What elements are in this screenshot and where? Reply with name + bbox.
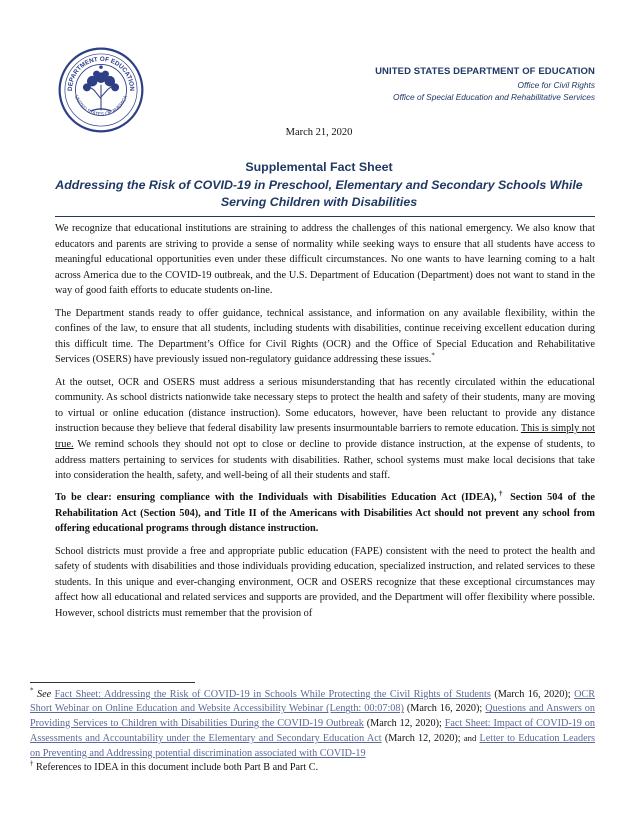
- link-fact-sheet-assessments[interactable]: Fact Sheet: Impact of COVID-19 on Assessments and Accountability under the Elementary and Secondary Education Act: [30, 717, 595, 745]
- footnote-2: [30, 761, 595, 775]
- paragraph-5: School districts must provide a free and appropriate public education (FAPE) consistent with the need to protect the health and safety of students with disabilities and those individuals providing education, specialized instruction, and related services to these students. In this unique and ever-changing environment, OCR and OSERS recognize that these exceptional circumstances may affect how all educational and related services and supports are provided, and the Department will offer flexibility where possible. However, school districts must remember that the provision of: [55, 545, 595, 620]
- footnotes: [30, 688, 595, 775]
- footnote-divider: [30, 682, 195, 683]
- footnote-2-mark: †: [30, 759, 34, 768]
- paragraph-4-text-b: Section 504 of the Rehabilitation Act (Section 504), and Title II of the Americans with Disabilities Act should not prevent any school from offering educational programs through distance instruction.: [55, 492, 596, 535]
- footnote-1-date-2: (March 16, 2020);: [406, 703, 483, 715]
- footnote-1-date-3: (March 12, 2020);: [366, 717, 442, 729]
- paragraph-3-text-a: At the outset, OCR and OSERS must address a serious misunderstanding that has recently circulated within the educational community. As school districts nationwide take necessary steps to protect the health and safety of their students, many are moving to virtual or online education (distance instruction). Some educators, however, have been reluctant to provide any distance instruction because they believe that federal disability law presents insurmountable barriers to remote education.: [55, 376, 595, 435]
- paragraph-4-text-a: To be clear: ensuring compliance with the Individuals with Disabilities Education Act (IDEA),: [55, 492, 497, 504]
- footnote-1: [30, 688, 595, 761]
- link-questions-answers[interactable]: Questions and Answers on Providing Services to Children with Disabilities During the COVID-19 Outbreak: [30, 703, 595, 729]
- paragraph-2: [55, 306, 595, 368]
- footnote-ref-dagger: †: [496, 489, 506, 498]
- footnote-1-see: See: [36, 689, 52, 700]
- footnote-2-text: References to IDEA in this document include both Part B and Part C.: [36, 762, 319, 774]
- department-seal-logo: [57, 46, 145, 134]
- link-letter-education-leaders[interactable]: Letter to Education Leaders on Preventing and Addressing potential discrimination associated with COVID-19: [30, 733, 595, 759]
- document-body: [55, 221, 595, 628]
- link-fact-sheet-civil-rights[interactable]: Fact Sheet: Addressing the Risk of COVID-19 in Schools While Protecting the Civil Rights of Students: [54, 689, 491, 700]
- title-line-2: Addressing the Risk of COVID-19 in Preschool, Elementary and Secondary Schools While Serving Children with Disabilities: [55, 178, 583, 209]
- document-date: March 21, 2020: [285, 127, 353, 138]
- footnote-1-mark: *: [30, 686, 34, 695]
- paragraph-1: We recognize that educational institutions are straining to address the challenges of this national emergency. We also know that educators and parents are striving to provide a sense of normality while seeking ways to ensure that all students have access to meaningful educational opportunities even under these difficult circumstances. No one wants to have learning coming to a halt across America due to the COVID-19 outbreak, and the U.S. Department of Education (Department) does not want to stand in the way of good faith efforts to educate students on-line.: [55, 223, 595, 297]
- footnote-ref-asterisk: *: [431, 351, 435, 360]
- office-osers: Office of Special Education and Rehabilitative Services: [392, 92, 595, 102]
- footnote-1-date-1: (March 16, 2020);: [494, 689, 571, 700]
- paragraph-4-bold: [55, 490, 595, 537]
- office-civil-rights: Office for Civil Rights: [517, 80, 595, 90]
- link-ocr-webinar[interactable]: OCR Short Webinar on Online Education and Website Accessibility Webinar (Length: 00:07:08): [30, 689, 596, 715]
- title-divider: [55, 216, 595, 217]
- emphasis-not-true: This is simply not true.: [55, 423, 595, 450]
- svg-text:UNITED STATES OF AMERICA: UNITED STATES OF AMERICA: [72, 95, 130, 118]
- document-title: [40, 160, 598, 211]
- agency-header: [375, 66, 595, 102]
- footnote-1-date-4: (March 12, 2020);: [384, 733, 461, 745]
- paragraph-3: [55, 375, 595, 484]
- paragraph-2-text: The Department stands ready to offer guidance, technical assistance, and information on any available flexibility, within the confines of the law, to ensure that all students, including students with disabilities, continue receiving excellent education during this difficult time. The Department’s Office for Civil Rights (OCR) and the Office of Special Education and Rehabilitative Services (OSERS) have previously issued non-regulatory guidance addressing these issues.: [55, 307, 595, 366]
- department-name: UNITED STATES DEPARTMENT OF EDUCATION: [375, 66, 595, 77]
- footnote-1-and: and: [463, 733, 477, 744]
- paragraph-3-text-b: We remind schools they should not opt to close or decline to provide distance instruction, at the expense of students, to address matters pertaining to services for students with disabilities. Rather, school systems must make local decisions that take into consideration the health, safety, and well-being of all their students and staff.: [55, 438, 595, 482]
- title-line-1: Supplemental Fact Sheet: [245, 160, 393, 174]
- svg-text:DEPARTMENT OF EDUCATION: DEPARTMENT OF EDUCATION: [66, 55, 136, 92]
